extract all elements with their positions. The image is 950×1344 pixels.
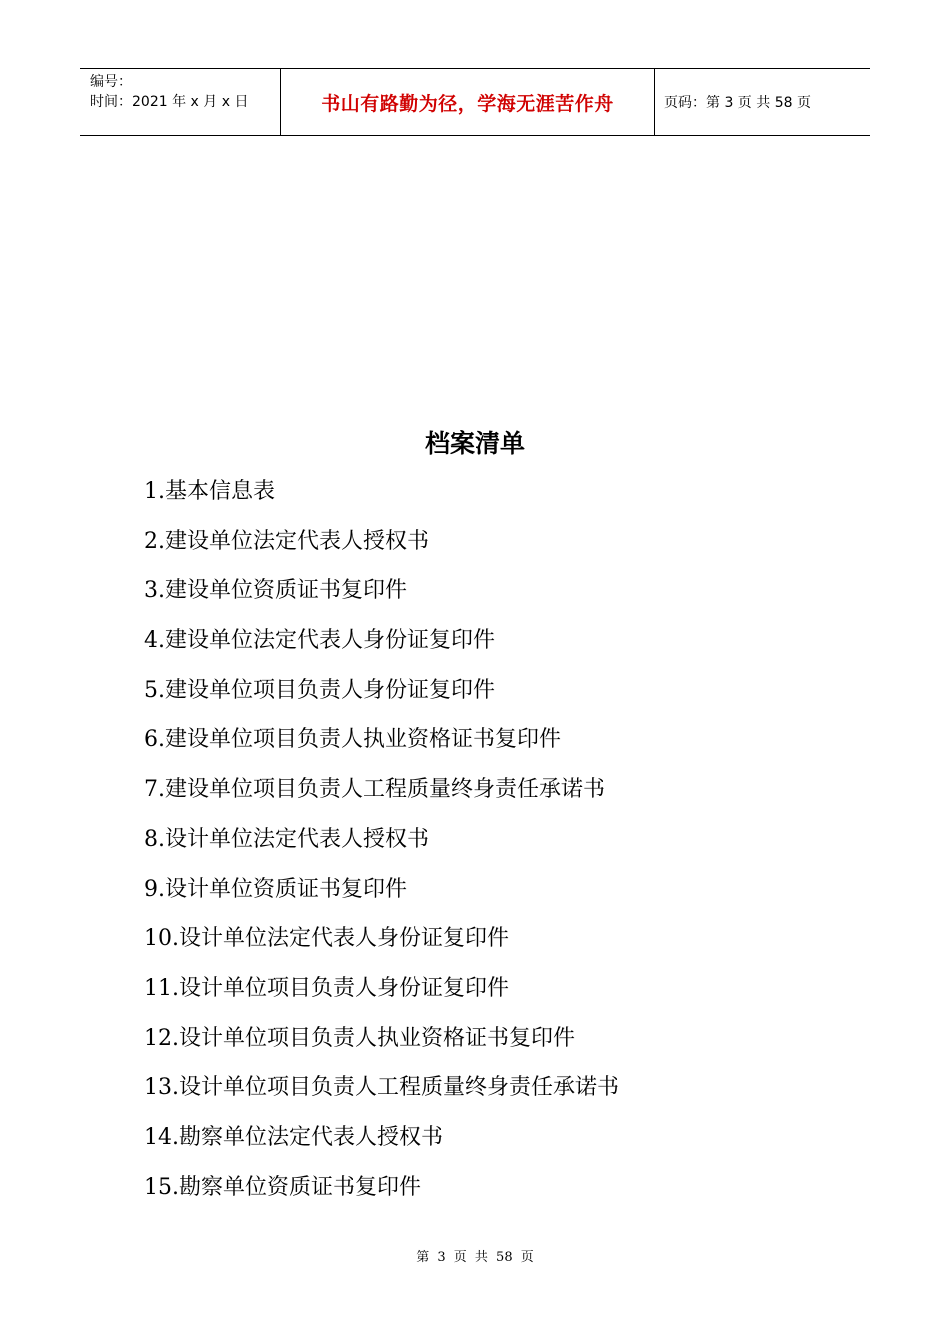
page-footer: 第 3 页 共 58 页 <box>416 1250 534 1265</box>
list-item: 10.设计单位法定代表人身份证复印件 <box>144 926 509 952</box>
list-item: 12.设计单位项目负责人执业资格证书复印件 <box>144 1025 575 1051</box>
archive-list <box>144 474 619 1219</box>
document-time-label: 时间：2021 年 x 月 x 日 <box>90 94 249 110</box>
list-item: 13.设计单位项目负责人工程质量终身责任承诺书 <box>144 1075 619 1101</box>
list-item: 1.基本信息表 <box>144 479 275 504</box>
list-item: 6.建设单位项目负责人执业资格证书复印件 <box>144 727 561 753</box>
page-title: 档案清单 <box>424 429 525 458</box>
list-item: 9.设计单位资质证书复印件 <box>144 876 407 902</box>
document-number-label: 编号： <box>90 74 132 90</box>
list-item: 11.设计单位项目负责人身份证复印件 <box>144 975 509 1001</box>
list-item: 5.建设单位项目负责人身份证复印件 <box>144 677 495 703</box>
list-item: 4.建设单位法定代表人身份证复印件 <box>144 628 495 654</box>
page-header <box>80 68 870 136</box>
list-item: 3.建设单位资质证书复印件 <box>144 578 407 604</box>
header-meta <box>80 69 281 135</box>
list-item: 8.设计单位法定代表人授权书 <box>144 826 429 852</box>
header-page-info: 页码：第 3 页 共 58 页 <box>664 95 811 111</box>
list-item: 15.勘察单位资质证书复印件 <box>144 1174 421 1200</box>
list-item: 14.勘察单位法定代表人授权书 <box>144 1124 443 1150</box>
header-motto: 书山有路勤为径，学海无涯苦作舟 <box>281 69 655 135</box>
list-item: 7.建设单位项目负责人工程质量终身责任承诺书 <box>144 777 605 803</box>
list-item: 2.建设单位法定代表人授权书 <box>144 528 429 554</box>
